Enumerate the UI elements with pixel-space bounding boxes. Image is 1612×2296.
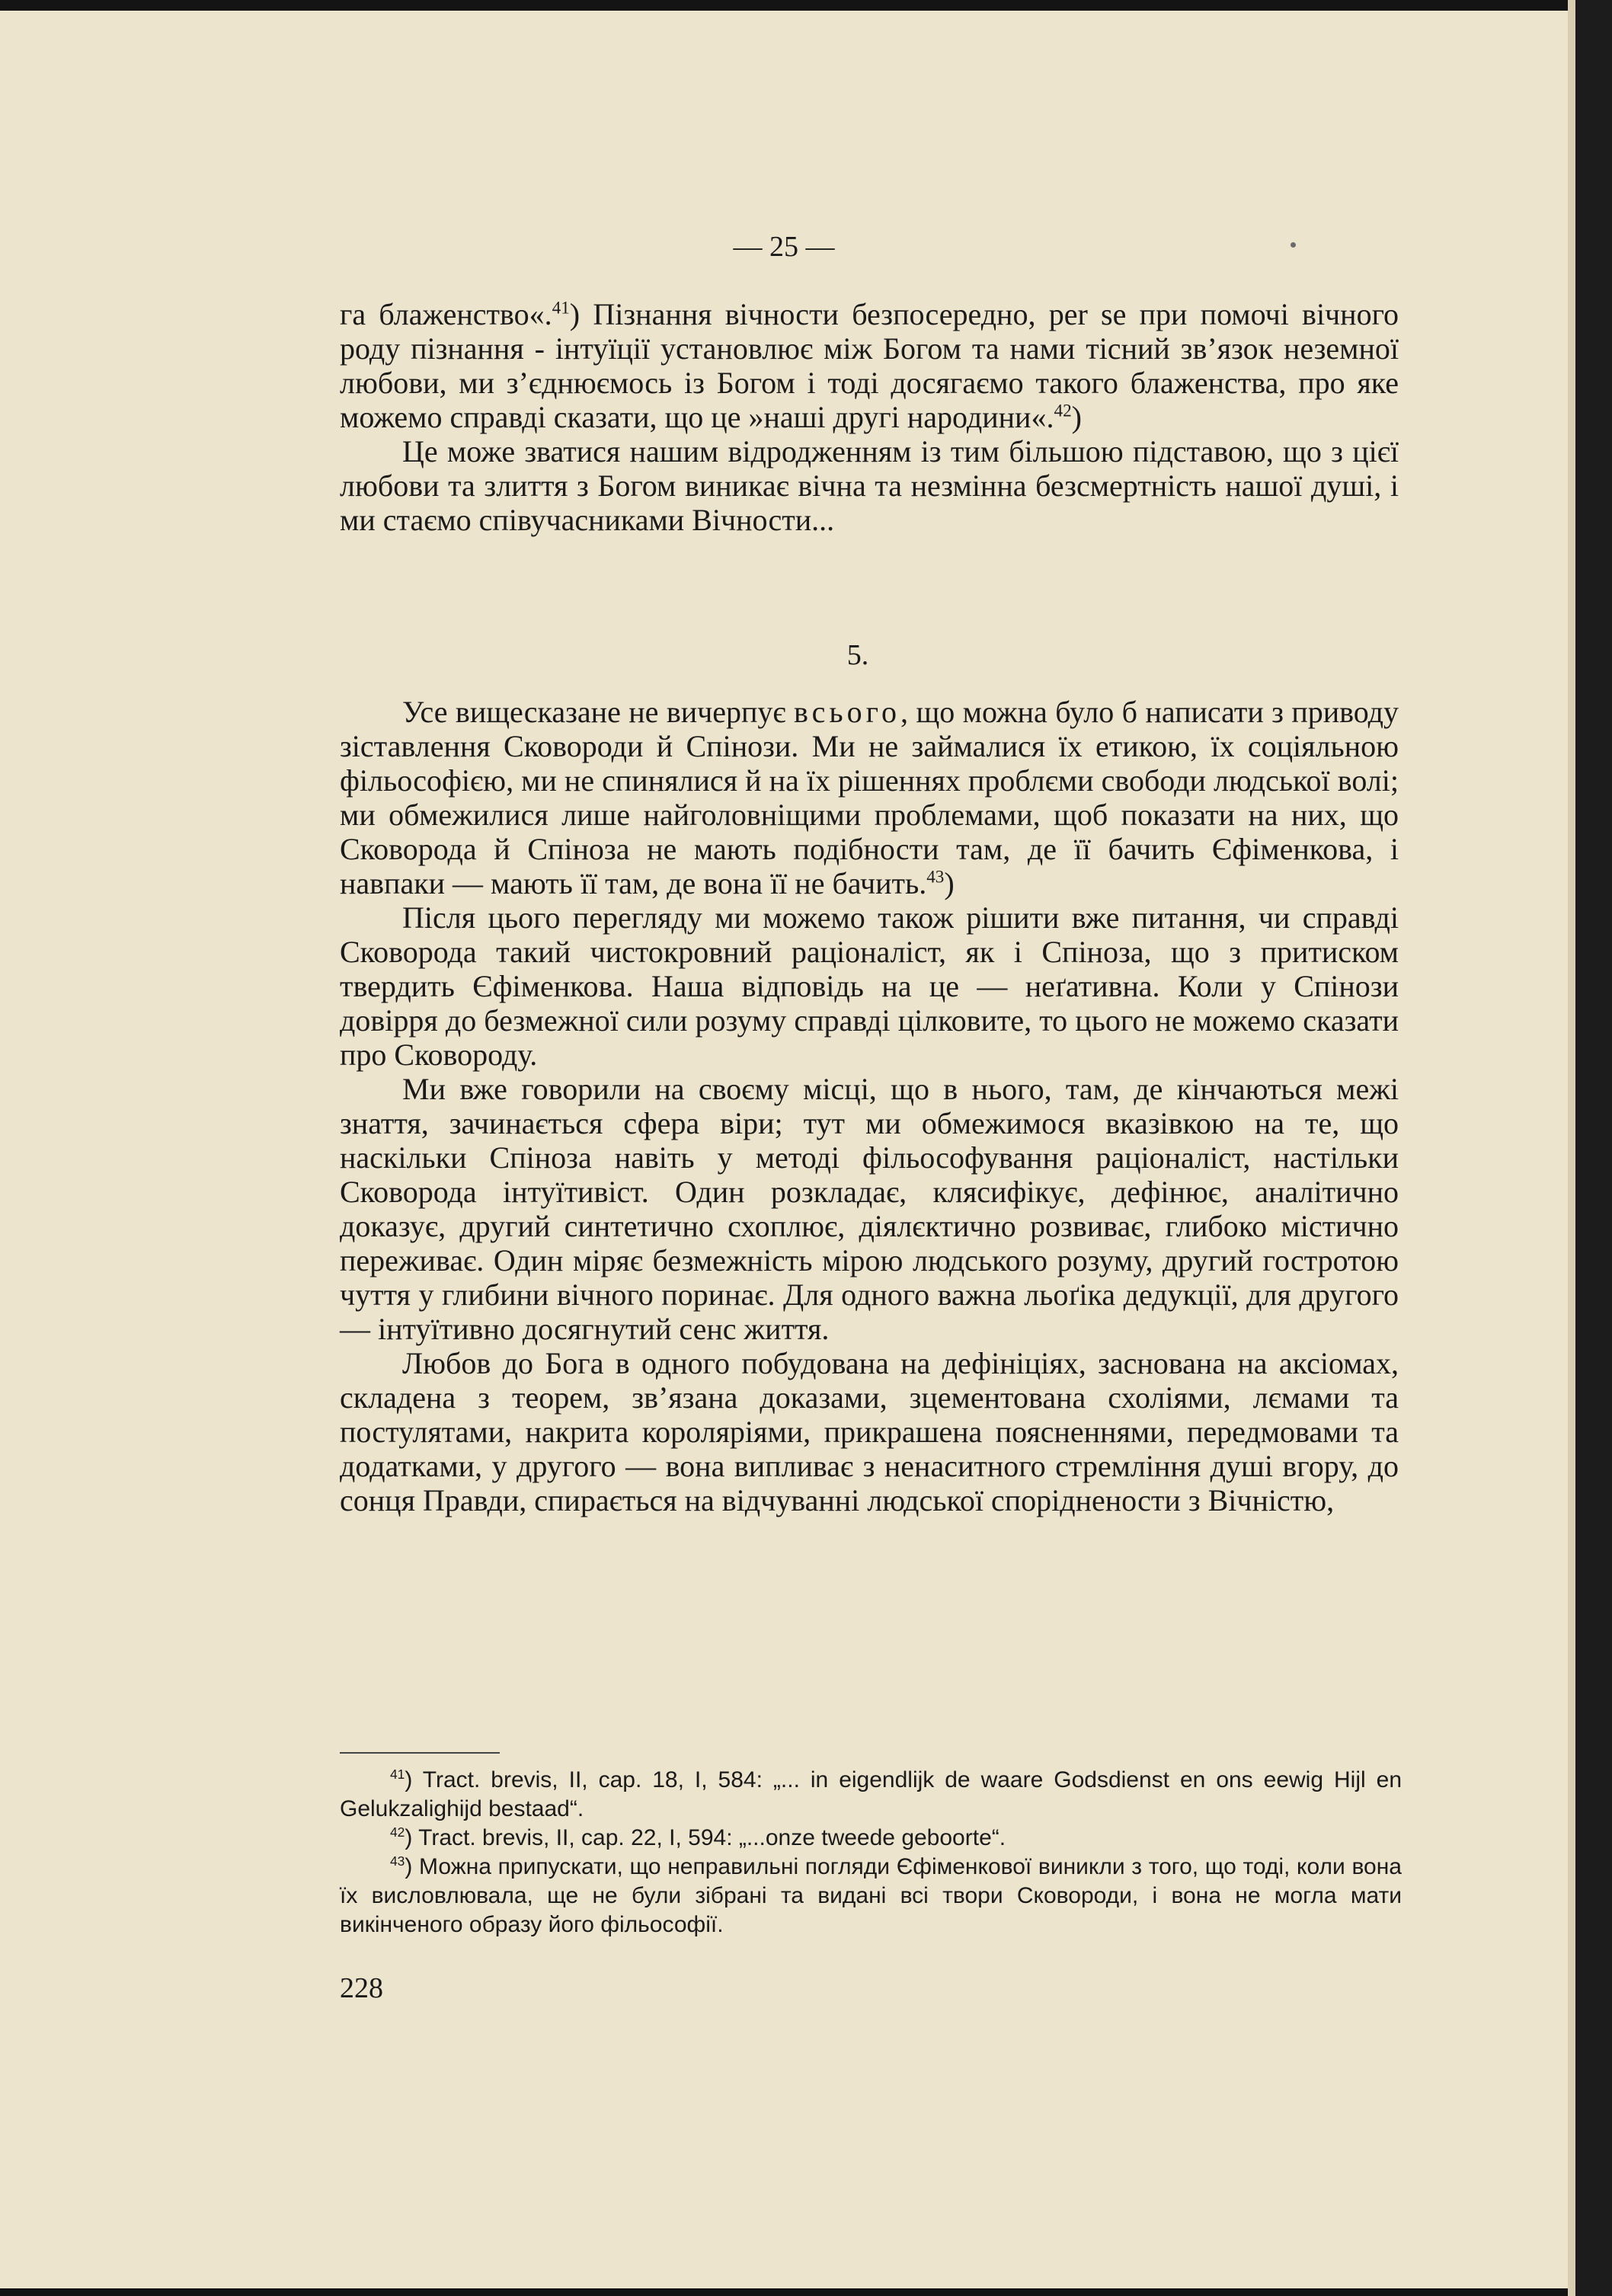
emphasis: всього: [793, 695, 901, 729]
footnote-ref: 43: [926, 867, 945, 887]
page-number: 228: [340, 1972, 383, 2004]
footnote-ref: 42: [1054, 401, 1072, 421]
paragraph: Це може зватися нашим відродженням із тим більшою підставою, що з цієї любови та злиття з Богом виникає вічна та незмінна безсмертність нашої душі, і ми стаємо співучасниками Вічности...: [340, 434, 1399, 537]
footnote: $^{42}$) Tract. brevis, II, cap. 22, I, 594: „...onze tweede geboorte“.: [390, 1824, 1006, 1850]
footnote: $^{43}$) Можна припускати, що неправильні погляди Єфіменкової виникли з того, що тоді, коли вона їх висловлювала, ще не були зібрані та видані всі твори Сковороди, і вона не могла мати викінченого образу його фільософії.: [340, 1853, 1402, 1937]
page-edge: [1568, 0, 1575, 2296]
print-speck: [1291, 242, 1296, 248]
paragraph: га блаженство«.$^{41}$) Пізнання вічности безпосередно, per se при помочі вічного роду пізнання - інтуїції установлює між Богом та нами тісний зв’язок неземної любови, ми з’єднюємось із Богом і тоді досягаємо такого блаженства, про яке можемо справді сказати, що це »наші другі народини«.$^{42}$): [340, 297, 1399, 434]
paragraph: Ми вже говорили на своєму місці, що в нього, там, де кінчаються межі знаття, зачинається сфера віри; тут ми обмежимося вказівкою на те, що наскільки Спіноза навіть у методі фільософування раціоналіст, настільки Сковорода інтуїтивіст. Один розкладає, клясифікує, дефінює, аналітично доказує, другий синтетично схоплює, діялєктично розвиває, глибоко містично переживає. Один міряє безмежність мірою людського розуму, другий гостротою чуття у глибини вічного поринає. Для одного важна льоґіка дедукції, для другого — інтуїтивно досягнутий сенс життя.: [340, 1072, 1399, 1346]
footnote-divider: [340, 1752, 500, 1754]
footnotes: [340, 1766, 1402, 1939]
running-header: — 25 —: [733, 231, 835, 263]
paragraph: Після цього перегляду ми можемо також рішити вже питання, чи справді Сковорода такий чистокровний раціоналіст, як і Спіноза, що з притиском твердить Єфіменкова. Наша відповідь на це — неґативна. Коли у Спінози довірря до безмежної сили розуму справді цілковите, то цього не можемо сказати про Сковороду.: [340, 900, 1399, 1072]
footnote: $^{41}$) Tract. brevis, II, cap. 18, I, 584: „... in eigendlijk de waare Godsdienst en ons eewig Hijl en Gelukzalighijd bestaad“.: [340, 1767, 1402, 1821]
paragraph: Любов до Бога в одного побудована на дефініціях, заснована на аксіомах, складена з теорем, зв’язана доказами, зцементована схоліями, лємами та постулятами, накрита королярiями, прикрашена поясненнями, передмовами та додатками, у другого — вона випливає з ненаситного стремління душі вгору, до сонця Правди, спирається на відчуванні людської споріднености з Вічністю,: [340, 1346, 1399, 1517]
footnote-ref: 41: [552, 298, 570, 318]
section-number: 5.: [846, 639, 869, 671]
text-block-top: [340, 297, 1399, 537]
text-block-section-5: [340, 695, 1399, 1517]
paragraph: Усе вищесказане не вичерпує всього, що можна було б написати з приводу зіставлення Сковороди й Спінози. Ми не займалися їх етикою, їх соціяльною фільософією, ми не спинялися й на їх рішеннях проблєми свободи людської волі; ми обмежилися лише найголовніщими проблемами, щоб показати на них, що Сковорода й Спіноза не мають подібности там, де її бачить Єфіменкова, і навпаки — мають її там, де вона її не бачить.$^{43}$): [340, 695, 1399, 900]
